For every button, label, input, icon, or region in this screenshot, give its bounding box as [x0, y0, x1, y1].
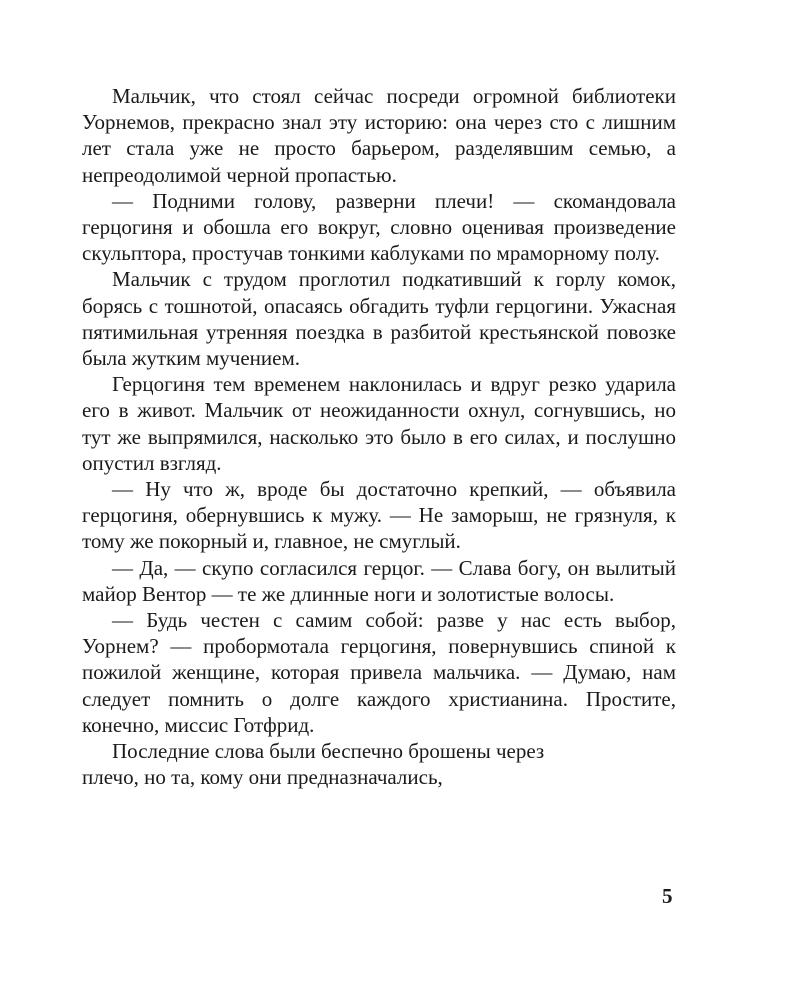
page-number: 5 — [662, 884, 673, 908]
paragraph-2: — Подними голову, разверни плечи! — скомандовала герцогиня и обошла его вокруг, словно оценивая произведение скульптора, простучав тонкими каблуками по мраморному полу. — [82, 188, 676, 266]
paragraph-6: — Да, — скупо согласился герцог. — Слава богу, он вылитый майор Вентор — те же длинные ноги и золотистые волосы. — [82, 555, 676, 606]
paragraph-4: Герцогиня тем временем наклонилась и вдруг резко ударила его в живот. Мальчик от неожиданности охнул, согнувшись, но тут же выпрямился, насколько это было в его силах, и послушно опустил взгляд. — [82, 372, 676, 475]
paragraph-5: — Ну что ж, вроде бы достаточно крепкий, — объявила герцогиня, обернувшись к мужу. — Не заморыш, не грязнуля, к тому же покорный и, главное, не смуглый. — [82, 477, 676, 554]
body-text — [82, 83, 676, 790]
paragraph-7: — Будь честен с самим собой: разве у нас есть выбор, Уорнем? — пробормотала герцогиня, повернувшись спиной к пожилой женщине, которая привела мальчика. — Думаю, нам следует помнить о долге каждого христианина. Простите, конечно, миссис Готфрид. — [82, 608, 676, 737]
paragraph-3: Мальчик с трудом проглотил подкативший к горлу комок, борясь с тошнотой, опасаясь обгадить туфли герцогини. Ужасная пятимильная утренняя поездка в разбитой крестьянской повозке была жутким мучением. — [82, 267, 676, 371]
paragraph-8: Последние слова были беспечно брошены через плечо, но та, кому они предназначались, — [82, 739, 545, 790]
paragraph-1: Мальчик, что стоял сейчас посреди огромной библиотеки Уорнемов, прекрасно знал эту историю: она через сто с лишним лет стала уже не просто барьером, разделявшим семью, а непреодолимой черной пропастью. — [82, 84, 676, 187]
